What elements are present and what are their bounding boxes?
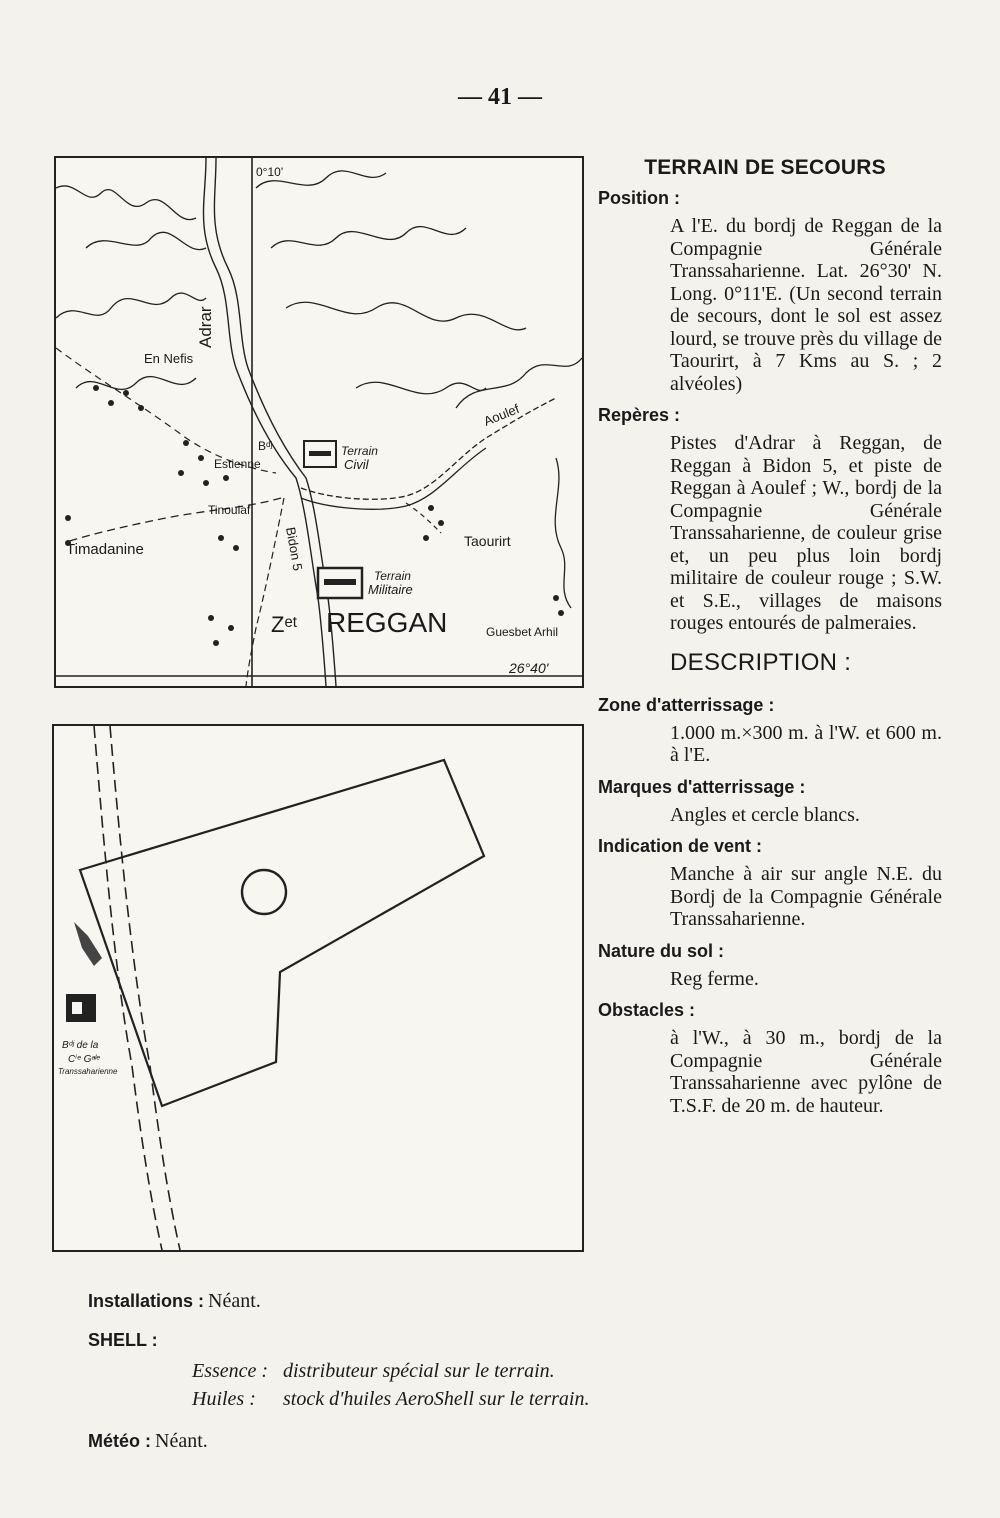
- road-adrar-reggan-1: [204, 158, 327, 686]
- huiles-line: [192, 1388, 589, 1411]
- right-column: [598, 156, 942, 1127]
- installations-line: [88, 1290, 261, 1313]
- map-terrain-mil-2: Militaire: [368, 582, 413, 597]
- map-place-bordj: Bᵈʲ: [258, 439, 273, 453]
- map-terrain-civil-1: Terrain: [341, 444, 378, 458]
- map-place-zet: Zᵉᵗ: [271, 612, 298, 637]
- map-place-timadanine: Timadanine: [66, 541, 144, 558]
- essence-line: [192, 1360, 555, 1383]
- zone-text: 1.000 m.×300 m. à l'W. et 600 m. à l'E.: [670, 721, 942, 766]
- airfield-plan: [52, 724, 584, 1252]
- map-place-taourirt: Taourirt: [464, 533, 511, 549]
- position-text: A l'E. du bordj de Reggan de la Compagnie Générale Transsaharienne. Lat. 26°30' N. Long. 0°11'E. (Un second terrain de secours, dont le sol est assez lourd, se trouve près du village de Taourirt, à 7 Kms au S. ; 2 alvéoles): [670, 215, 942, 395]
- map-place-aoulef: Aoulef: [481, 401, 522, 429]
- map-terrain-civil-2: Civil: [344, 457, 369, 472]
- shell-line: [88, 1330, 158, 1351]
- reperes-text: Pistes d'Adrar à Reggan, de Reggan à Bidon 5, et piste de Reggan à Aoulef ; W., bordj de la Compagnie Générale Transsaharienne, de couleur grise et, un peu plus loin bordj militaire de couleur rouge ; S.W. et S.E., villages de maisons rouges entourés de palmeraies.: [670, 432, 942, 634]
- meteo-label: Météo :: [88, 1431, 151, 1451]
- huiles-key: Huiles :: [192, 1388, 256, 1410]
- track-en-nefis: [56, 348, 276, 473]
- plan-bordj-label-2: Cⁱᵉ Gᵃˡᵉ: [68, 1054, 100, 1065]
- essence-key: Essence :: [192, 1360, 269, 1382]
- map-coord-bottom: 26°40': [509, 660, 549, 676]
- section-title: TERRAIN DE SECOURS: [644, 156, 886, 179]
- landing-zone-outline: [80, 760, 484, 1106]
- location-map-drawing: [56, 158, 582, 686]
- map-place-tinoulaf: Tinoulaf: [208, 503, 251, 517]
- obstacles-label: Obstacles :: [598, 1000, 696, 1020]
- sol-text: Reg ferme.: [670, 967, 759, 990]
- essence-value: distributeur spécial sur le terrain.: [283, 1360, 555, 1382]
- plan-bordj-label-3: Transsaharienne: [58, 1067, 118, 1076]
- vent-label: Indication de vent :: [598, 836, 763, 856]
- windsock-icon: [74, 922, 102, 966]
- landing-circle: [242, 870, 286, 914]
- meteo-value: Néant.: [155, 1430, 208, 1452]
- map-place-estienne: Estienne: [214, 457, 261, 471]
- obstacles-text: à l'W., à 30 m., bordj de la Compagnie Générale Transsaharienne avec pylône de T.S.F. de 20 m. de hauteur.: [670, 1027, 942, 1117]
- sol-label: Nature du sol :: [598, 940, 725, 961]
- map-place-reggan: REGGAN: [326, 607, 448, 638]
- meteo-line: [88, 1430, 208, 1453]
- map-terrain-mil-1: Terrain: [374, 569, 411, 583]
- installations-label: Installations :: [88, 1291, 205, 1311]
- huiles-value: stock d'huiles AeroShell sur le terrain.: [283, 1388, 590, 1410]
- marques-text: Angles et cercle blancs.: [670, 803, 860, 826]
- airfield-plan-drawing: [54, 726, 582, 1250]
- map-place-guesbet: Guesbet Arhil: [486, 625, 559, 639]
- map-place-bidon5: Bidon 5: [283, 525, 306, 572]
- description-title: DESCRIPTION :: [670, 648, 852, 676]
- zone-label: Zone d'atterrissage :: [598, 694, 775, 715]
- map-coord-top: 0°10': [256, 165, 284, 179]
- installations-value: Néant.: [208, 1290, 261, 1312]
- plan-road-1: [94, 726, 162, 1250]
- plan-bordj-label-1: Bᵈʲ de la: [62, 1040, 99, 1051]
- vent-text: Manche à air sur angle N.E. du Bordj de la Compagnie Générale Transsaharienne.: [670, 863, 942, 930]
- page-number: — 41 —: [458, 84, 542, 110]
- shell-label: SHELL :: [88, 1330, 158, 1350]
- marques-label: Marques d'atterrissage :: [598, 776, 806, 797]
- map-place-adrar: Adrar: [196, 306, 215, 348]
- reperes-label: Repères :: [598, 405, 681, 425]
- map-place-en-nefis: En Nefis: [144, 351, 194, 366]
- road-adrar-reggan-2: [214, 158, 336, 686]
- location-map: [54, 156, 584, 688]
- position-label: Position :: [598, 188, 680, 208]
